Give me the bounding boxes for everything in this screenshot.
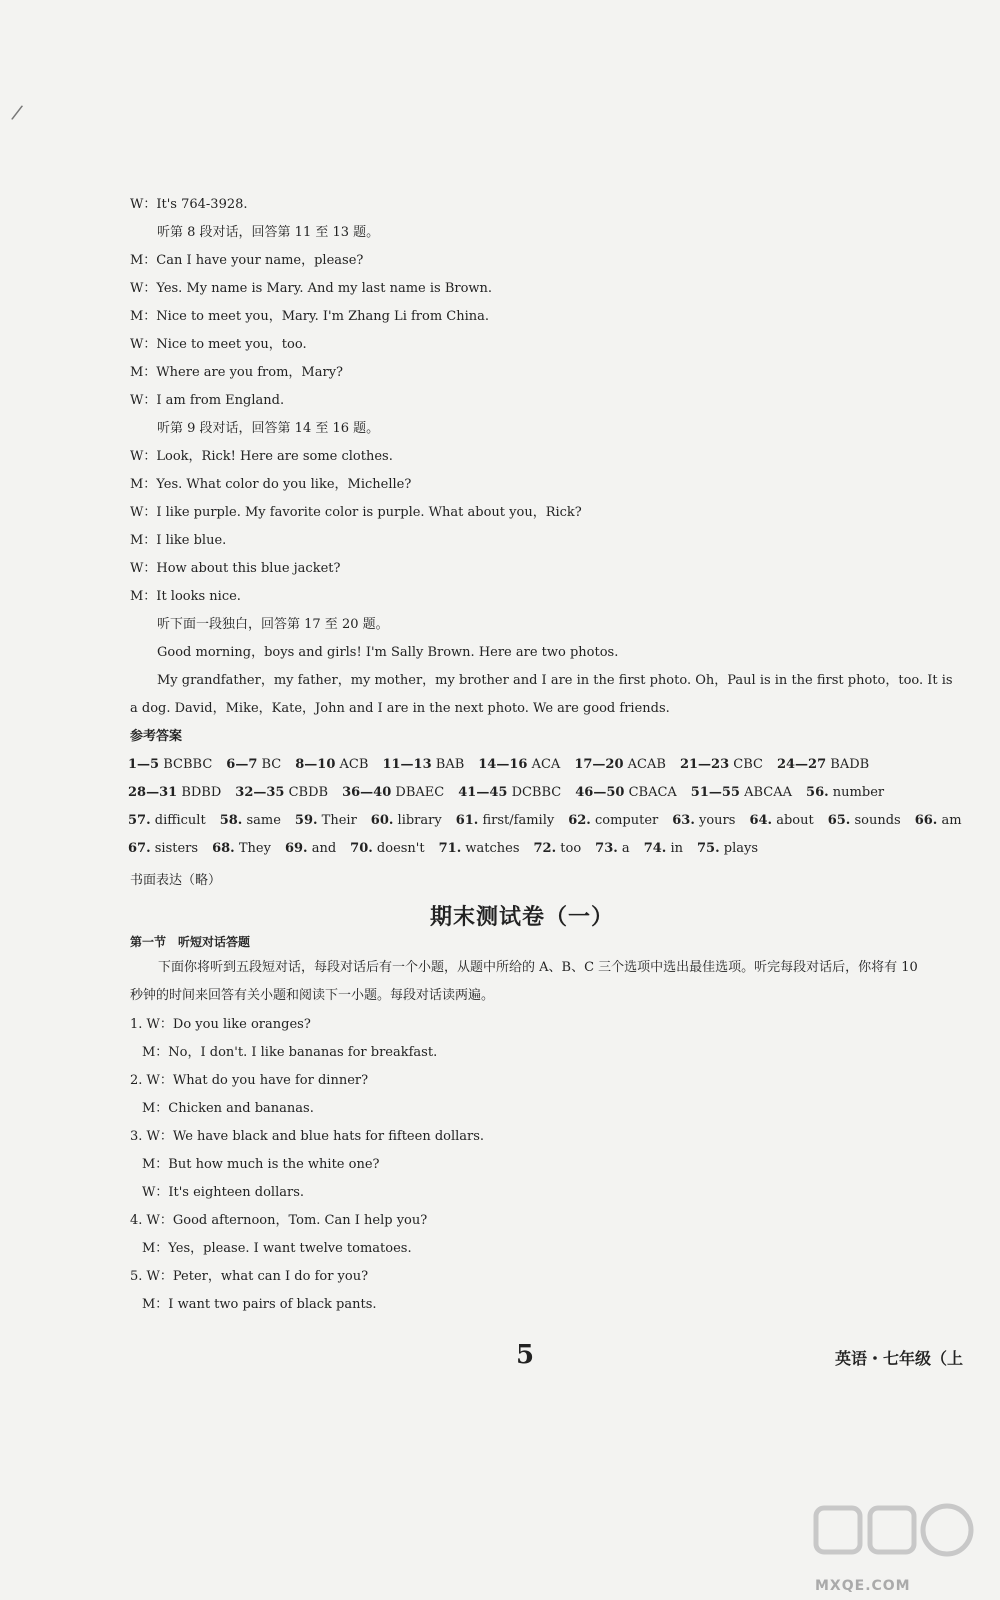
answer-value: BAB (435, 757, 465, 772)
text-line: W：Nice to meet you，too. (130, 337, 307, 352)
exam-title: 期末测试卷（一） (430, 905, 615, 930)
answer-value: doesn't (376, 841, 425, 856)
answer-number: 66. (914, 813, 938, 828)
answer-number: 68. (212, 841, 235, 856)
answer-number: 6—7 (226, 757, 258, 772)
answer-item (595, 841, 630, 856)
answer-number: 1—5 (128, 757, 160, 772)
answer-value: DBAEC (395, 785, 445, 800)
answer-number: 56. (806, 785, 829, 800)
answer-number: 73. (595, 841, 618, 856)
answer-item (691, 785, 792, 800)
answer-item (350, 841, 424, 856)
answer-value: CBC (733, 757, 763, 772)
answer-item (226, 757, 281, 772)
text-line: 听第 8 段对话，回答第 11 至 13 题。 (157, 225, 380, 240)
answer-value: a (621, 841, 630, 856)
text-line: M：But how much is the white one? (142, 1157, 380, 1172)
answer-number: 17—20 (574, 757, 624, 772)
answer-number: 74. (643, 841, 667, 856)
answer-row (128, 812, 976, 830)
answer-item (439, 841, 520, 856)
text-line: W：I am from England. (130, 393, 285, 408)
answer-number: 59. (294, 813, 318, 828)
text-line: My grandfather，my father，my mother，my brother and I are in the first photo. Oh，Paul is in the first photo，too. It is (157, 673, 953, 688)
text-line: W：It's 764-3928. (130, 197, 248, 212)
answer-value: sisters (154, 841, 199, 856)
scan-mark: / (10, 99, 25, 125)
answer-item (697, 841, 758, 856)
answer-value: in (670, 841, 683, 856)
answer-item (212, 841, 271, 856)
answer-value: CBACA (628, 785, 677, 800)
answer-number: 70. (350, 841, 373, 856)
answer-value: library (397, 813, 442, 828)
answer-item (235, 785, 328, 800)
watermark-text: MXQE.COM (815, 1578, 911, 1594)
text-line: M：Yes，please. I want twelve tomatoes. (142, 1241, 412, 1256)
text-line: 5. W：Peter，what can I do for you? (130, 1269, 369, 1284)
answer-item (458, 785, 561, 800)
answer-value: DCBBC (511, 785, 562, 800)
text-line: M：I like blue. (130, 533, 227, 548)
answer-number: 71. (438, 841, 462, 856)
answer-item (295, 757, 368, 772)
answer-value: about (776, 813, 814, 828)
text-line: W：I like purple. My favorite color is purple. What about you，Rick? (130, 505, 582, 520)
text-line: M：Where are you from，Mary? (130, 365, 344, 380)
section-heading: 第一节 听短对话答题 (130, 935, 251, 949)
answer-number: 57. (128, 813, 151, 828)
answer-value: sounds (854, 813, 901, 828)
answer-item (128, 841, 198, 856)
answer-number: 11—13 (382, 757, 432, 772)
answer-number: 58. (219, 813, 243, 828)
answer-number: 36—40 (342, 785, 392, 800)
answer-value: difficult (154, 813, 206, 828)
answer-row (128, 784, 898, 802)
answer-number: 32—35 (235, 785, 285, 800)
answer-number: 8—10 (295, 757, 336, 772)
answer-item (575, 785, 677, 800)
answer-value: yours (699, 813, 736, 828)
answer-item (806, 785, 884, 800)
answer-row (128, 840, 772, 858)
answer-number: 67. (128, 841, 151, 856)
answer-number: 64. (749, 813, 773, 828)
text-line: M：I want two pairs of black pants. (142, 1297, 377, 1312)
answer-number: 72. (533, 841, 557, 856)
answer-value: They (238, 841, 271, 856)
text-line: 参考答案 (130, 729, 183, 744)
instructions: 下面你将听到五段短对话，每段对话后有一个小题，从题中所给的 A、B、C 三个选项中选出最佳选项。听完每段对话后，你将有 10 秒钟的时间来回答有关小题和阅读下一小题。每段对话读两遍。 (130, 960, 918, 1003)
answer-number: 21—23 (679, 757, 730, 772)
answer-value: ACAB (627, 757, 666, 772)
answer-value: watches (465, 841, 520, 856)
answer-item (568, 813, 658, 828)
text-line: M：Chicken and bananas. (142, 1101, 314, 1116)
text-line: 4. W：Good afternoon，Tom. Can I help you? (130, 1213, 428, 1228)
answer-item (915, 813, 962, 828)
answer-value: Their (321, 813, 357, 828)
answer-number: 14—16 (478, 757, 528, 772)
text-line: M：No，I don't. I like bananas for breakfast. (142, 1045, 438, 1060)
text-line: 听第 9 段对话，回答第 14 至 16 题。 (157, 421, 380, 436)
answer-item (342, 785, 444, 800)
text-line: 2. W：What do you have for dinner? (130, 1073, 369, 1088)
answer-item (749, 813, 813, 828)
answer-value: am (941, 813, 962, 828)
answer-item (672, 813, 735, 828)
answer-item (382, 757, 464, 772)
answer-value: BC (261, 757, 282, 772)
answer-number: 61. (455, 813, 479, 828)
answer-number: 65. (827, 813, 851, 828)
answer-item (574, 757, 666, 772)
answer-value: number (832, 785, 885, 800)
answer-item (285, 841, 336, 856)
answer-item (128, 757, 212, 772)
answer-number: 75. (696, 841, 720, 856)
answer-number: 63. (672, 813, 695, 828)
page-number: 5 (516, 1340, 535, 1370)
text-line: W：It's eighteen dollars. (142, 1185, 304, 1200)
answer-value: BCBBC (163, 757, 213, 772)
text-line: Good morning，boys and girls! I'm Sally Brown. Here are two photos. (157, 645, 619, 660)
text-line: M：Yes. What color do you like，Michelle? (130, 477, 412, 492)
answer-item (456, 813, 554, 828)
answer-item (128, 813, 206, 828)
answer-number: 62. (568, 813, 591, 828)
text-line: 1. W：Do you like oranges? (130, 1017, 311, 1032)
text-line: W：Look，Rick! Here are some clothes. (130, 449, 393, 464)
text-line: 听下面一段独白，回答第 17 至 20 题。 (157, 617, 389, 632)
text-line: W：How about this blue jacket? (130, 561, 341, 576)
answer-value: BADB (830, 757, 870, 772)
answer-item (371, 813, 442, 828)
answer-number: 24—27 (776, 757, 827, 772)
text-line: a dog. David，Mike，Kate，John and I are in the next photo. We are good friends. (130, 701, 670, 716)
answer-item (295, 813, 357, 828)
footer-subject: 英语・七年级（上 (835, 1349, 964, 1368)
text-line: M：Nice to meet you，Mary. I'm Zhang Li from China. (130, 309, 490, 324)
answer-number: 46—50 (575, 785, 625, 800)
text-line: M：Can I have your name，please? (130, 253, 364, 268)
answer-item (777, 757, 869, 772)
answer-number: 69. (284, 841, 308, 856)
writing-note: 书面表达（略） (130, 873, 222, 888)
answer-value: ACB (339, 757, 369, 772)
answer-value: CBDB (288, 785, 329, 800)
answer-item (644, 841, 683, 856)
answer-item (128, 785, 221, 800)
answer-value: ACA (531, 757, 561, 772)
answer-row (128, 756, 883, 774)
answer-value: BDBD (181, 785, 222, 800)
watermark-logo-icon (812, 1490, 982, 1590)
text-line: 3. W：We have black and blue hats for fifteen dollars. (130, 1129, 485, 1144)
text-line: W：Yes. My name is Mary. And my last name is Brown. (130, 281, 493, 296)
answer-value: ABCAA (744, 785, 793, 800)
answer-number: 51—55 (690, 785, 740, 800)
answer-value: and (311, 841, 337, 856)
answer-value: computer (594, 813, 659, 828)
answer-item (534, 841, 582, 856)
answer-number: 60. (370, 813, 394, 828)
answer-item (680, 757, 763, 772)
answer-value: same (246, 813, 281, 828)
answer-number: 28—31 (128, 785, 178, 800)
answer-value: too (560, 841, 582, 856)
answer-value: first/family (482, 813, 555, 828)
text-line: M：It looks nice. (130, 589, 241, 604)
answer-item (478, 757, 560, 772)
answer-item (828, 813, 901, 828)
answer-value: plays (723, 841, 758, 856)
answer-number: 41—45 (458, 785, 508, 800)
answer-item (220, 813, 281, 828)
